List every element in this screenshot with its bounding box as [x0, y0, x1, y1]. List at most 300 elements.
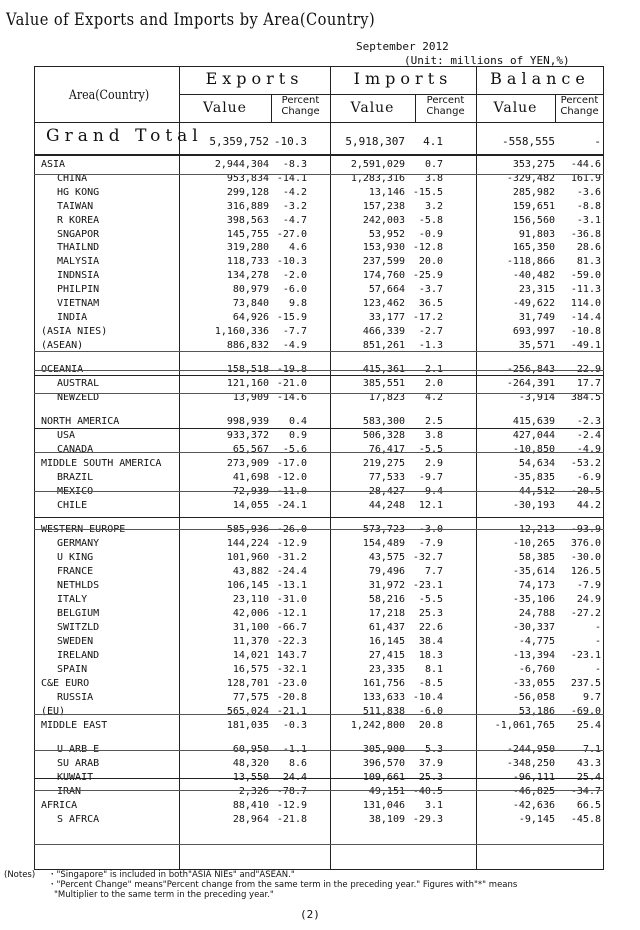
cell: 109,661 [362, 772, 405, 784]
cell: 114.0 [570, 298, 601, 310]
table-row [35, 720, 603, 731]
cell: -36.8 [570, 228, 601, 240]
cell: 24.4 [282, 772, 307, 784]
header-balance: Balance [490, 69, 590, 88]
cell: 219,275 [362, 458, 405, 470]
table-row [35, 201, 603, 212]
cell: 23,110 [232, 594, 269, 606]
cell: -30,337 [512, 622, 555, 634]
table-row [35, 800, 603, 811]
row-label: CANADA [57, 444, 94, 456]
row-label: SU ARAB [57, 758, 100, 770]
row-label: NEWZELD [57, 392, 100, 404]
table-row [35, 538, 603, 549]
cell: -30,193 [512, 500, 555, 512]
cell: 81.3 [576, 256, 601, 268]
cell: 5,359,752 [209, 135, 269, 148]
row-label: BRAZIL [57, 472, 94, 484]
cell: 0.9 [288, 430, 307, 442]
cell: 13,550 [232, 772, 269, 784]
divider [34, 844, 604, 845]
row-label: (EU) [41, 706, 66, 718]
cell: 77,533 [368, 472, 405, 484]
cell: 49,151 [368, 786, 405, 798]
cell: -24.4 [276, 566, 307, 578]
cell: 158,518 [226, 364, 269, 376]
cell: -3,914 [518, 392, 555, 404]
cell: - [594, 622, 601, 634]
cell: -10,265 [512, 538, 555, 550]
grand-total-label: Grand Total [46, 126, 203, 146]
cell: 61,437 [368, 622, 405, 634]
cell: 2.5 [424, 416, 443, 428]
table-row [35, 187, 603, 198]
cell: -22.3 [276, 636, 307, 648]
cell: -8.8 [576, 200, 601, 212]
cell: 2,326 [238, 786, 269, 798]
cell: - [594, 664, 601, 676]
header-value-balance: Value [493, 100, 538, 116]
cell: 0.4 [288, 416, 307, 428]
row-label: ASIA [41, 158, 66, 170]
cell: 5.3 [424, 744, 443, 756]
cell: 35,571 [518, 340, 555, 352]
cell: 133,633 [362, 692, 405, 704]
divider [34, 155, 604, 156]
cell: 48,320 [232, 758, 269, 770]
cell: -23.0 [276, 678, 307, 690]
cell: 8.6 [288, 758, 307, 770]
cell: 953,834 [226, 172, 269, 184]
cell: -17.2 [412, 312, 443, 324]
cell: -42,636 [512, 800, 555, 811]
cell: 121,160 [226, 378, 269, 390]
divider [34, 122, 604, 123]
cell: 145,755 [226, 228, 269, 240]
cell: -264,391 [506, 378, 555, 390]
cell: -40,482 [512, 270, 555, 282]
cell: -5.5 [418, 444, 443, 456]
table-row [35, 444, 603, 455]
cell: 415,361 [362, 364, 405, 376]
row-label: C&E EURO [41, 678, 90, 690]
cell: 851,261 [362, 340, 405, 352]
note-line: ・"Percent Change" means"Percent change from the same term in the preceding year." Figures with"*" means [48, 880, 518, 890]
cell: -10.3 [273, 135, 307, 148]
table-row [35, 472, 603, 483]
cell: 38.4 [418, 636, 443, 648]
cell: 43.3 [576, 758, 601, 770]
cell: 4.1 [423, 135, 443, 148]
cell: 72,939 [232, 486, 269, 498]
cell: 25.3 [418, 608, 443, 620]
cell: -4.9 [282, 340, 307, 352]
cell: -1.3 [418, 340, 443, 352]
cell: 64,926 [232, 312, 269, 324]
cell: 57,664 [368, 284, 405, 296]
row-label: CHILE [57, 500, 88, 512]
table-row [35, 636, 603, 647]
row-label: (ASEAN) [41, 340, 84, 352]
table-row [35, 256, 603, 267]
cell: -0.3 [282, 720, 307, 731]
cell: 165,350 [512, 242, 555, 254]
cell: 28.6 [576, 242, 601, 254]
row-label: AUSTRAL [57, 378, 100, 390]
table-row [35, 416, 603, 427]
cell: -49.1 [570, 340, 601, 352]
cell: -6.9 [576, 472, 601, 484]
cell: 511,838 [362, 706, 405, 718]
row-label: ITALY [57, 594, 88, 606]
cell: -56,058 [512, 692, 555, 704]
cell: 41,698 [232, 472, 269, 484]
table-row [35, 298, 603, 309]
cell: -20.5 [570, 486, 601, 498]
cell: 144,224 [226, 538, 269, 550]
cell: 7.7 [424, 566, 443, 578]
cell: -10.3 [276, 256, 307, 268]
table-row [35, 608, 603, 619]
cell: -11.3 [570, 284, 601, 296]
cell: -3.6 [576, 186, 601, 198]
table-row [35, 650, 603, 661]
cell: 16,575 [232, 664, 269, 676]
cell: -15.9 [276, 312, 307, 324]
cell: -5.5 [418, 594, 443, 606]
cell: 299,128 [226, 186, 269, 198]
cell: 118,733 [226, 256, 269, 268]
row-label: (ASIA NIES) [41, 326, 108, 338]
cell: 24.9 [576, 594, 601, 606]
cell: -78.7 [276, 786, 307, 798]
cell: -35,614 [512, 566, 555, 578]
cell: 316,889 [226, 200, 269, 212]
table-row [35, 692, 603, 703]
cell: -27.0 [276, 228, 307, 240]
cell: 2.9 [424, 458, 443, 470]
cell: -33,055 [512, 678, 555, 690]
cell: 237,599 [362, 256, 405, 268]
row-label: FRANCE [57, 566, 94, 578]
row-label: IRAN [57, 786, 82, 798]
cell: -32.7 [412, 552, 443, 564]
cell: -23.1 [412, 580, 443, 592]
cell: -9,145 [518, 813, 555, 825]
header-value-exports: Value [203, 100, 247, 116]
cell: -6.0 [418, 706, 443, 718]
row-label: RUSSIA [57, 692, 94, 704]
cell: -19.8 [276, 364, 307, 376]
cell: -53.2 [570, 458, 601, 470]
cell: -17.0 [276, 458, 307, 470]
cell: -96,111 [512, 772, 555, 784]
divider [34, 790, 604, 791]
table-row [35, 242, 603, 253]
cell: -12.0 [276, 472, 307, 484]
header-percent-imports: Percent Change [426, 95, 465, 117]
cell: -46,825 [512, 786, 555, 798]
cell: -14.4 [570, 312, 601, 324]
cell: 2.1 [424, 364, 443, 376]
cell: 28,964 [232, 813, 269, 825]
cell: 22.6 [418, 622, 443, 634]
cell: 693,997 [512, 326, 555, 338]
cell: -35,106 [512, 594, 555, 606]
cell: 8.1 [424, 664, 443, 676]
cell: 42,006 [232, 608, 269, 620]
cell: -29.3 [412, 813, 443, 825]
cell: 14,055 [232, 500, 269, 512]
cell: -10.4 [412, 692, 443, 704]
cell: 933,372 [226, 430, 269, 442]
cell: 22.9 [576, 364, 601, 376]
table-row [35, 622, 603, 633]
row-label: U KING [57, 552, 94, 564]
cell: 353,275 [512, 158, 555, 170]
table-row [35, 229, 603, 240]
cell: -12.9 [276, 800, 307, 811]
cell: -8.5 [418, 678, 443, 690]
cell: 23,335 [368, 664, 405, 676]
divider [34, 351, 604, 352]
cell: -14.6 [276, 392, 307, 404]
row-label: R KOREA [57, 214, 100, 226]
cell: -9.7 [418, 472, 443, 484]
cell: 44,248 [368, 500, 405, 512]
cell: 128,701 [226, 678, 269, 690]
table-row [35, 678, 603, 689]
cell: -30.0 [570, 552, 601, 564]
cell: -4.2 [282, 186, 307, 198]
cell: -4,775 [518, 636, 555, 648]
cell: -8.3 [282, 158, 307, 170]
row-label: GERMANY [57, 538, 100, 550]
note-line: "Multiplier to the same term in the preceding year." [54, 890, 274, 900]
cell: 583,300 [362, 416, 405, 428]
cell: -2.3 [576, 416, 601, 428]
cell: -10,850 [512, 444, 555, 456]
cell: -3.7 [418, 284, 443, 296]
cell: 1,242,800 [350, 720, 405, 731]
cell: -27.2 [570, 608, 601, 620]
cell: -25.9 [412, 270, 443, 282]
cell: -6,760 [518, 664, 555, 676]
cell: 2,944,304 [214, 158, 269, 170]
cell: 80,979 [232, 284, 269, 296]
cell: -0.9 [418, 228, 443, 240]
cell: 242,003 [362, 214, 405, 226]
divider [179, 94, 604, 95]
header-exports: Exports [205, 69, 304, 88]
cell: -5.6 [282, 444, 307, 456]
divider [34, 714, 604, 715]
cell: 43,575 [368, 552, 405, 564]
cell: 91,803 [518, 228, 555, 240]
cell: 9.8 [288, 298, 307, 310]
row-label: INDIA [57, 312, 88, 324]
cell: -45.8 [570, 813, 601, 825]
unit-label: (Unit: millions of YEN,%) [404, 54, 570, 67]
table-row [35, 758, 603, 769]
cell: -11.0 [276, 486, 307, 498]
cell: -26.0 [276, 524, 307, 536]
cell: -256,843 [506, 364, 555, 376]
cell: 16,145 [368, 636, 405, 648]
cell: 74,173 [518, 580, 555, 592]
cell: 37.9 [418, 758, 443, 770]
cell: -3.1 [576, 214, 601, 226]
cell: 44,512 [518, 486, 555, 498]
cell: 573,723 [362, 524, 405, 536]
divider [34, 428, 604, 429]
cell: -66.7 [276, 622, 307, 634]
cell: -31.2 [276, 552, 307, 564]
cell: 17,218 [368, 608, 405, 620]
cell: -49,622 [512, 298, 555, 310]
table-row [35, 312, 603, 323]
cell: 1,160,336 [214, 326, 269, 338]
cell: -7.7 [282, 326, 307, 338]
divider [34, 375, 604, 376]
cell: 273,909 [226, 458, 269, 470]
cell: 79,496 [368, 566, 405, 578]
divider [34, 778, 604, 779]
cell: -4.7 [282, 214, 307, 226]
cell: 3.8 [424, 430, 443, 442]
cell: 77,575 [232, 692, 269, 704]
cell: 585,936 [226, 524, 269, 536]
cell: -20.8 [276, 692, 307, 704]
report-date: September 2012 [356, 40, 449, 53]
cell: - [594, 636, 601, 648]
cell: -329,482 [506, 172, 555, 184]
cell: -118,866 [506, 256, 555, 268]
cell: 36.5 [418, 298, 443, 310]
cell: -35,835 [512, 472, 555, 484]
cell: 153,930 [362, 242, 405, 254]
cell: 384.5 [570, 392, 601, 404]
table-row [35, 430, 603, 441]
cell: 156,560 [512, 214, 555, 226]
cell: 60,950 [232, 744, 269, 756]
cell: 3.8 [424, 172, 443, 184]
notes-label: (Notes) [4, 870, 36, 880]
cell: 398,563 [226, 214, 269, 226]
cell: 14,021 [232, 650, 269, 662]
table-row [35, 284, 603, 295]
cell: -34.7 [570, 786, 601, 798]
cell: -21.8 [276, 813, 307, 825]
cell: 53,952 [368, 228, 405, 240]
row-label: VIETNAM [57, 298, 100, 310]
cell: -12.8 [412, 242, 443, 254]
cell: -24.1 [276, 500, 307, 512]
table-row [35, 664, 603, 675]
table-row [35, 340, 603, 351]
divider [34, 750, 604, 751]
cell: -6.0 [282, 284, 307, 296]
cell: 506,328 [362, 430, 405, 442]
cell: -13,394 [512, 650, 555, 662]
divider [34, 517, 604, 518]
cell: -7.9 [576, 580, 601, 592]
cell: 11,370 [232, 636, 269, 648]
cell: -10.8 [570, 326, 601, 338]
cell: -21.1 [276, 706, 307, 718]
cell: 466,339 [362, 326, 405, 338]
cell: -5.8 [418, 214, 443, 226]
cell: 565,024 [226, 706, 269, 718]
row-label: MEXICO [57, 486, 94, 498]
cell: 5,918,307 [345, 135, 405, 148]
cell: -40.5 [412, 786, 443, 798]
divider [34, 393, 604, 394]
table-row [35, 786, 603, 797]
cell: -2.7 [418, 326, 443, 338]
cell: 1,283,316 [350, 172, 405, 184]
cell: 24,788 [518, 608, 555, 620]
cell: -93.9 [570, 524, 601, 536]
table-row [35, 458, 603, 469]
cell: 25.4 [576, 772, 601, 784]
row-label: S AFRCA [57, 813, 100, 825]
row-label: WESTERN EUROPE [41, 524, 126, 536]
row-label: MIDDLE SOUTH AMERICA [41, 458, 162, 470]
row-label: TAIWAN [57, 200, 94, 212]
cell: 143.7 [276, 650, 307, 662]
cell: 27,415 [368, 650, 405, 662]
cell: -21.0 [276, 378, 307, 390]
cell: -3.2 [282, 200, 307, 212]
cell: 385,551 [362, 378, 405, 390]
cell: 237.5 [570, 678, 601, 690]
cell: 23,315 [518, 284, 555, 296]
cell: 66.5 [576, 800, 601, 811]
cell: -69.0 [570, 706, 601, 718]
note-line: ・"Singapore" is included in both"ASIA NIEs" and"ASEAN." [48, 870, 295, 880]
cell: -4.9 [576, 444, 601, 456]
table-row [35, 552, 603, 563]
table-row [35, 159, 603, 170]
row-label: PHILPIN [57, 284, 100, 296]
cell: 305,900 [362, 744, 405, 756]
row-label: NETHLDS [57, 580, 100, 592]
cell: -244,950 [506, 744, 555, 756]
cell: 181,035 [226, 720, 269, 731]
table-row [35, 566, 603, 577]
row-label: KUWAIT [57, 772, 94, 784]
row-label: HG KONG [57, 186, 100, 198]
cell: -1.1 [282, 744, 307, 756]
cell: 161,756 [362, 678, 405, 690]
cell: 88,410 [232, 800, 269, 811]
cell: 44.2 [576, 500, 601, 512]
row-label: MALYSIA [57, 256, 100, 268]
cell: 2.0 [424, 378, 443, 390]
cell: -2.4 [576, 430, 601, 442]
header-imports: Imports [353, 69, 453, 88]
cell: 9.4 [424, 486, 443, 498]
row-label: IRELAND [57, 650, 100, 662]
row-label: SWEDEN [57, 636, 94, 648]
cell: 396,570 [362, 758, 405, 770]
divider [34, 452, 604, 453]
cell: -7.9 [418, 538, 443, 550]
cell: 12,213 [518, 524, 555, 536]
cell: 123,462 [362, 298, 405, 310]
cell: - [594, 135, 601, 148]
